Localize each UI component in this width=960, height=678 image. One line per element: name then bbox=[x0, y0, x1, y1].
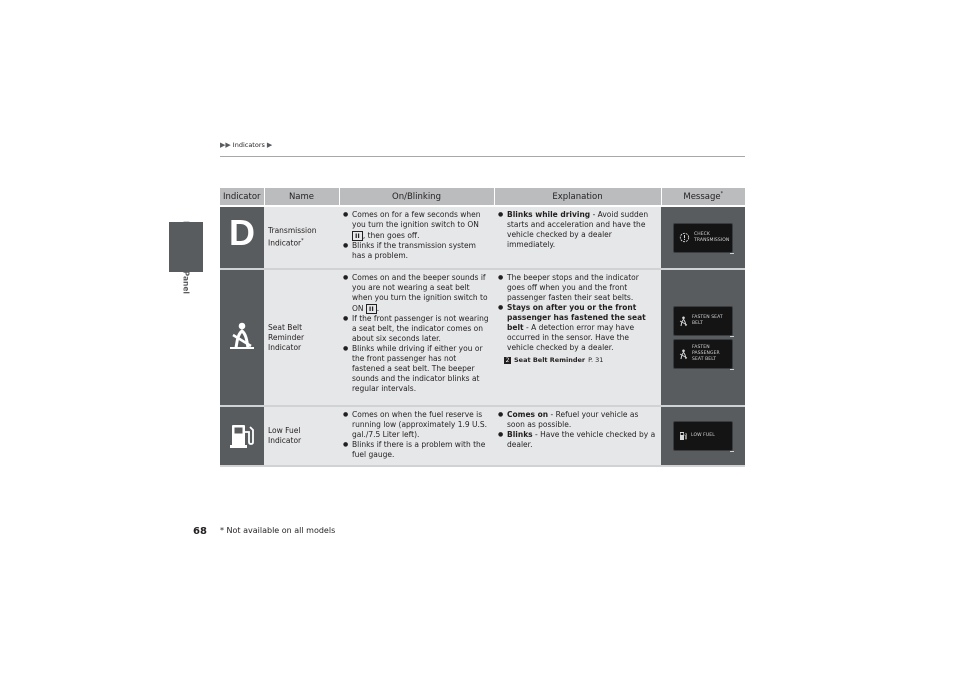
side-tab-label: Instrument Panel bbox=[181, 221, 191, 295]
breadcrumb[interactable] bbox=[220, 141, 272, 149]
list-item: ● Comes on - Refuel your vehicle as soon as possible. bbox=[498, 410, 657, 430]
message-cell bbox=[661, 406, 745, 466]
col-header-message: Message* bbox=[661, 188, 745, 205]
breadcrumb-item[interactable]: Indicators bbox=[232, 141, 265, 149]
footnote: * Not available on all models bbox=[220, 526, 336, 535]
explanation-cell bbox=[494, 207, 661, 269]
explanation-cell bbox=[494, 269, 661, 406]
table-row bbox=[220, 269, 745, 406]
list-item: ● Blinks - Have the vehicle checked by a dealer. bbox=[498, 430, 657, 450]
seat-belt-icon bbox=[679, 349, 688, 360]
indicator-table bbox=[220, 188, 745, 467]
breadcrumb-arrow-icon: ▶▶ bbox=[220, 141, 231, 149]
col-header-name: Name bbox=[264, 188, 339, 205]
seat-belt-icon bbox=[679, 316, 688, 327]
indicator-name: Seat Belt Reminder Indicator bbox=[264, 269, 339, 406]
col-header-explanation: Explanation bbox=[494, 188, 661, 205]
message-screen: LOW FUEL bbox=[673, 421, 733, 451]
on-blinking-cell bbox=[339, 207, 494, 269]
list-item: ● Blinks if the transmission system has a problem. bbox=[343, 241, 490, 261]
indicator-name: Transmission Indicator* bbox=[264, 207, 339, 269]
table-header-row bbox=[220, 188, 745, 205]
explanation-cell bbox=[494, 406, 661, 466]
list-item: ● Blinks if there is a problem with the fuel gauge. bbox=[343, 440, 490, 460]
breadcrumb-arrow-icon: ▶ bbox=[266, 141, 273, 149]
list-item: ● Blinks while driving - Avoid sudden starts and acceleration and have the vehicle checked by a dealer immediately. bbox=[498, 210, 657, 250]
list-item: ● Comes on when the fuel reserve is running low (approximately 1.9 U.S. gal./7.5 Liter left). bbox=[343, 410, 490, 440]
table-row bbox=[220, 406, 745, 466]
on-blinking-cell bbox=[339, 406, 494, 466]
ignition-on-icon: II bbox=[366, 304, 377, 314]
message-screen: FASTEN PASSENGER SEAT BELT bbox=[673, 339, 733, 369]
header-rule bbox=[220, 156, 745, 157]
list-item: ● If the front passenger is not wearing a seat belt, the indicator comes on about six seconds later. bbox=[343, 314, 490, 344]
message-screen: CHECK TRANSMISSION bbox=[673, 223, 733, 253]
reference-arrow-icon: 2 bbox=[505, 356, 510, 364]
transmission-indicator-icon: D bbox=[220, 207, 264, 269]
on-blinking-cell bbox=[339, 269, 494, 406]
list-item: ● The beeper stops and the indicator goes off when you and the front passenger fasten their seat belts. bbox=[498, 273, 657, 303]
list-item: ● Comes on for a few seconds when you turn the ignition switch to ON II , then goes off. bbox=[343, 210, 490, 241]
seat-belt-reminder-link[interactable]: 2 Seat Belt Reminder P. 31 bbox=[505, 356, 604, 364]
fuel-pump-icon bbox=[220, 406, 264, 466]
table-row bbox=[220, 207, 745, 269]
col-header-indicator: Indicator bbox=[220, 188, 264, 205]
list-item: ● Stays on after you or the front passenger has fastened the seat belt - A detection error may have occurred in the sensor. Have the vehicle checked by a dealer. bbox=[498, 303, 657, 353]
list-item: ● Blinks while driving if either you or the front passenger has not fastened a seat belt. The beeper sounds and the indicator blinks at regular intervals. bbox=[343, 344, 490, 394]
page-number: 68 bbox=[193, 526, 207, 537]
message-screen: FASTEN SEAT BELT bbox=[673, 306, 733, 336]
message-cell bbox=[661, 207, 745, 269]
warning-circle-icon bbox=[679, 232, 690, 243]
ignition-on-icon: II bbox=[352, 231, 363, 241]
fuel-pump-icon bbox=[679, 431, 687, 441]
list-item: ● Comes on and the beeper sounds if you are not wearing a seat belt when you turn the ignition switch to ON II . bbox=[343, 273, 490, 314]
col-header-on-blinking: On/Blinking bbox=[339, 188, 494, 205]
message-cell bbox=[661, 269, 745, 406]
seat-belt-icon bbox=[220, 269, 264, 406]
indicator-name: Low Fuel Indicator bbox=[264, 406, 339, 466]
